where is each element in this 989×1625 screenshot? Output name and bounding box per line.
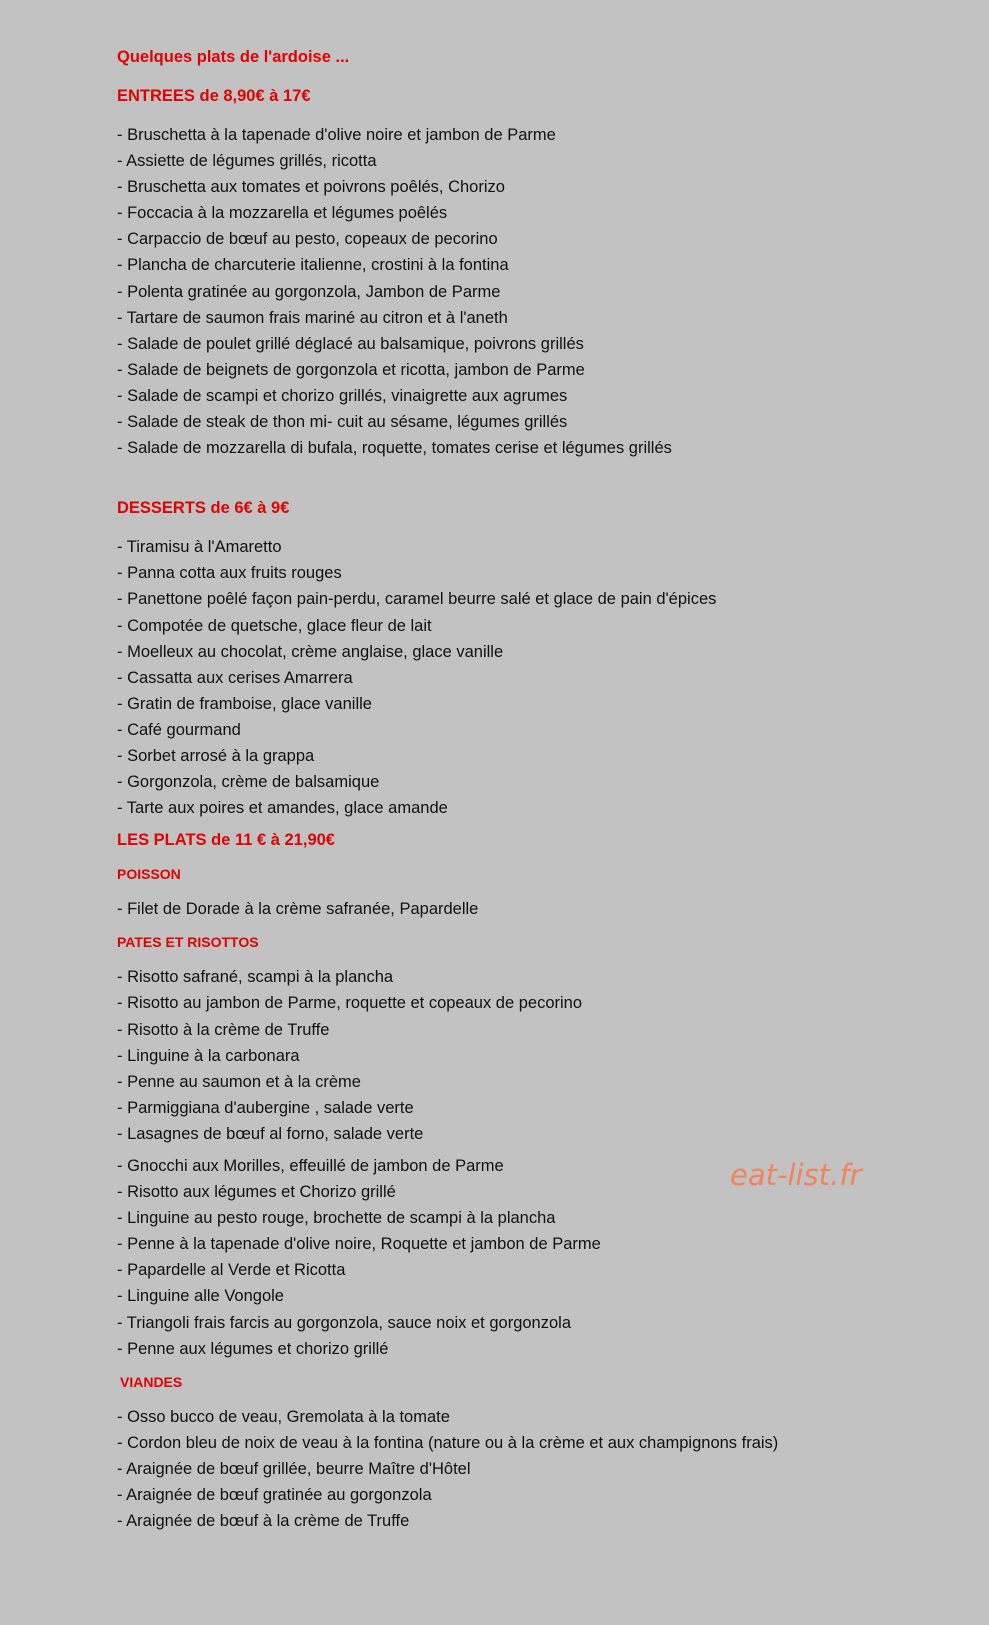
menu-item: - Gratin de framboise, glace vanille: [117, 694, 372, 713]
viandes-heading: VIANDES: [120, 1373, 183, 1390]
menu-item: - Carpaccio de bœuf au pesto, copeaux de pecorino: [117, 230, 498, 249]
menu-item: - Salade de steak de thon mi- cuit au sésame, légumes grillés: [117, 413, 568, 432]
menu-item: - Cordon bleu de noix de veau à la fontina (nature ou à la crème et aux champignons frais): [117, 1433, 779, 1452]
poisson-heading: POISSON: [117, 866, 181, 883]
page-title: Quelques plats de l'ardoise ...: [117, 48, 350, 66]
menu-item: - Café gourmand: [117, 720, 241, 739]
menu-item: - Bruschetta à la tapenade d'olive noire et jambon de Parme: [117, 126, 556, 144]
watermark: eat-list.fr: [730, 1158, 862, 1192]
menu-item: - Penne au saumon et à la crème: [117, 1072, 361, 1091]
plats-heading: LES PLATS de 11 € à 21,90€: [117, 831, 335, 850]
poisson-list: [117, 896, 957, 922]
menu-item: - Salade de scampi et chorizo grillés, vinaigrette aux agrumes: [117, 386, 568, 405]
pates-list: [117, 964, 957, 1147]
menu-item: - Compotée de quetsche, glace fleur de lait: [117, 616, 432, 635]
menu-item: - Linguine à la carbonara: [117, 1046, 300, 1065]
menu-item: - Panna cotta aux fruits rouges: [117, 564, 342, 583]
menu-item: - Gorgonzola, crème de balsamique: [117, 773, 380, 792]
menu-item: - Risotto safrané, scampi à la plancha: [117, 968, 394, 987]
menu-item: - Foccacia à la mozzarella et légumes poêlés: [117, 204, 448, 223]
menu-item: - Plancha de charcuterie italienne, crostini à la fontina: [117, 256, 509, 275]
menu-item: - Cassatta aux cerises Amarrera: [117, 668, 353, 687]
entrees-list: [117, 122, 957, 461]
menu-item: - Tartare de saumon frais mariné au citron et à l'aneth: [117, 308, 508, 327]
menu-item: - Papardelle al Verde et Ricotta: [117, 1261, 346, 1280]
menu-item: - Lasagnes de bœuf al forno, salade verte: [117, 1124, 424, 1143]
menu-item: - Risotto au jambon de Parme, roquette et copeaux de pecorino: [117, 994, 583, 1013]
menu-item: - Risotto aux légumes et Chorizo grillé: [117, 1183, 396, 1202]
menu-item: - Osso bucco de veau, Gremolata à la tomate: [117, 1407, 450, 1426]
menu-item: - Gnocchi aux Morilles, effeuillé de jambon de Parme: [117, 1157, 504, 1175]
menu-item: - Polenta gratinée au gorgonzola, Jambon de Parme: [117, 282, 501, 301]
menu-item: - Penne à la tapenade d'olive noire, Roquette et jambon de Parme: [117, 1235, 601, 1254]
menu-item: - Bruschetta aux tomates et poivrons poêlés, Chorizo: [117, 178, 505, 197]
desserts-list: [117, 534, 957, 821]
menu-item: - Araignée de bœuf grillée, beurre Maître d'Hôtel: [117, 1459, 471, 1478]
menu-item: - Araignée de bœuf à la crème de Truffe: [117, 1512, 410, 1531]
menu-item: - Assiette de légumes grillés, ricotta: [117, 152, 377, 171]
viandes-list: [117, 1404, 957, 1534]
pates-heading: PATES ET RISOTTOS: [117, 934, 259, 951]
menu-item: - Panettone poêlé façon pain-perdu, caramel beurre salé et glace de pain d'épices: [117, 590, 717, 609]
menu-item: - Sorbet arrosé à la grappa: [117, 746, 315, 765]
menu-item: - Tiramisu à l'Amaretto: [117, 538, 282, 557]
menu-item: - Linguine au pesto rouge, brochette de scampi à la plancha: [117, 1209, 556, 1228]
menu-item: - Tarte aux poires et amandes, glace amande: [117, 799, 448, 818]
menu-page: [117, 48, 957, 1534]
menu-item: - Triangoli frais farcis au gorgonzola, sauce noix et gorgonzola: [117, 1313, 571, 1332]
menu-item: - Risotto à la crème de Truffe: [117, 1020, 330, 1039]
menu-item: - Penne aux légumes et chorizo grillé: [117, 1339, 389, 1358]
menu-item: - Filet de Dorade à la crème safranée, Papardelle: [117, 900, 479, 919]
entrees-heading: ENTREES de 8,90€ à 17€: [117, 87, 311, 105]
desserts-heading: DESSERTS de 6€ à 9€: [117, 499, 290, 518]
menu-item: - Salade de poulet grillé déglacé au balsamique, poivrons grillés: [117, 334, 584, 353]
menu-item: - Salade de mozzarella di bufala, roquette, tomates cerise et légumes grillés: [117, 439, 672, 458]
menu-item: - Araignée de bœuf gratinée au gorgonzola: [117, 1486, 432, 1505]
menu-item: - Salade de beignets de gorgonzola et ricotta, jambon de Parme: [117, 360, 585, 379]
menu-item: - Parmiggiana d'aubergine , salade verte: [117, 1098, 414, 1117]
menu-item: - Linguine alle Vongole: [117, 1287, 284, 1306]
menu-item: - Moelleux au chocolat, crème anglaise, glace vanille: [117, 642, 504, 661]
